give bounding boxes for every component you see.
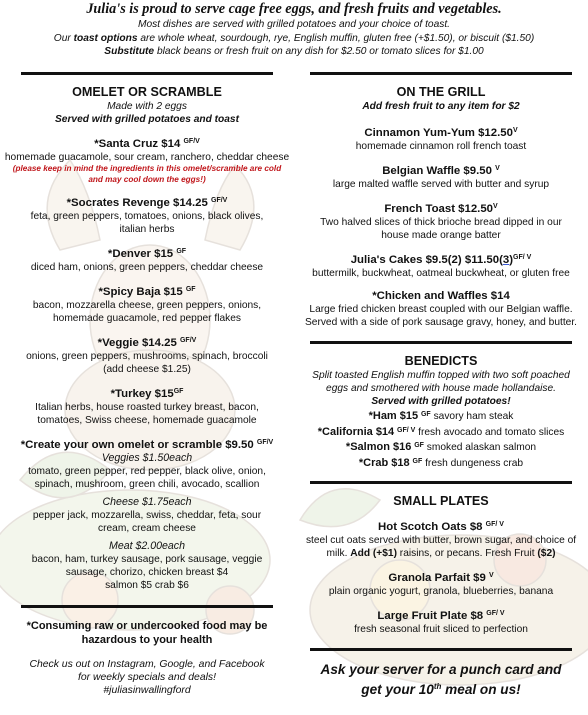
benedicts-sub-2: Served with grilled potatoes! bbox=[371, 396, 511, 407]
menu-item-desc: feta, green peppers, tomatoes, onions, black olives, italian herbs bbox=[30, 211, 264, 235]
left-column bbox=[4, 72, 290, 698]
menu-item-desc: onions, green peppers, mushrooms, spinach, broccoli (add cheese $1.25) bbox=[26, 351, 268, 375]
menu-item-title: Julia's Cakes $9.5(2) $\$11.50(3)^{GF/ V}$ bbox=[350, 254, 532, 266]
meat-desc: bacon, ham, turkey sausage, pork sausage, veggie sausage, chorizo, chicken breast $4 bbox=[31, 554, 263, 578]
omelet-section-title: OMELET OR SCRAMBLE bbox=[72, 85, 222, 99]
punch-card-promo: Ask your server for a punch card and get your 10th meal on us! bbox=[320, 662, 562, 697]
menu-item-title: *Santa Cruz $14 $^{GF/V}$ bbox=[94, 138, 200, 150]
header-line-3: Substitute black beans or fresh fruit on any dish for $2.50 or tomato slices for $1.00 bbox=[104, 46, 484, 57]
benedict-item: *Crab $18 $^{GF}$ fresh dungeness crab bbox=[358, 456, 524, 469]
menu-item-desc: buttermilk, buckwheat, oatmeal buckwheat, or gluten free bbox=[312, 268, 570, 279]
omelet-sub-1: Made with 2 eggs bbox=[107, 101, 187, 112]
header-line-2: Our toast options are whole wheat, sourdough, rye, English muffin, gluten free (+$1.50), or biscuit ($1.50) bbox=[53, 32, 535, 44]
divider bbox=[310, 481, 572, 484]
menu-item-desc: fresh seasonal fruit sliced to perfection bbox=[354, 624, 528, 635]
menu-item-desc: bacon, mozzarella cheese, green peppers, onions, homemade guacamole, red pepper flakes bbox=[32, 300, 262, 324]
menu-item-title: Large Fruit Plate $8 $^{GF/ V}$ bbox=[377, 610, 505, 622]
header-line-1: Most dishes are served with grilled potatoes and your choice of toast. bbox=[137, 19, 451, 30]
menu-item-title: French Toast $\$12.50^V$ bbox=[384, 203, 498, 215]
warning-note: (please keep in mind the ingredients in this omelet/scramble are cold and may cool down the eggs!) bbox=[12, 164, 282, 184]
menu-item-title: *Veggie $14.25 $^{GF/V}$ bbox=[97, 337, 197, 349]
menu-item-desc: Large fried chicken breast coupled with our Belgian waffle. Served with a side of pork sausage gravy, honey, and butter. bbox=[304, 304, 577, 328]
menu-item-title: Granola Parfait $9 $^V$ bbox=[388, 572, 494, 584]
omelet-sub-2: Served with grilled potatoes and toast bbox=[55, 114, 239, 125]
benedicts-section-title: BENEDICTS bbox=[404, 354, 478, 368]
tagline: Julia's is proud to serve cage free eggs, and fresh fruits and vegetables. bbox=[86, 1, 502, 17]
benedict-item: *Ham $15 $^{GF}$ savory ham steak bbox=[368, 410, 514, 422]
benedict-item: *California $14 $^{GF/ V}$ fresh avocado and tomato slices bbox=[317, 425, 565, 438]
social-promo: Check us out on Instagram, Google, and Facebook for weekly specials and deals! #juliasinwallingford bbox=[29, 659, 265, 697]
cheese-desc: pepper jack, mozzarella, swiss, cheddar, feta, sour cream, cream cheese bbox=[32, 510, 262, 534]
raw-food-notice: *Consuming raw or undercooked food may be hazardous to your health bbox=[26, 620, 268, 646]
grill-sub: Add fresh fruit to any item for $2 bbox=[362, 101, 520, 112]
menu-item-desc: diced ham, onions, green peppers, cheddar cheese bbox=[30, 262, 264, 273]
menu-item-title: *Chicken and Waffles $14 bbox=[372, 290, 510, 302]
menu-item-desc: Two halved slices of thick brioche bread dipped in our house made orange batter bbox=[320, 217, 562, 241]
menu-item-title: *Spicy Baja $15 $^{GF}$ bbox=[98, 286, 196, 298]
menu-item-desc: homemade cinnamon roll french toast bbox=[355, 141, 527, 152]
right-column bbox=[298, 72, 584, 698]
divider bbox=[310, 341, 572, 344]
menu-item-desc: large malted waffle served with butter and syrup bbox=[332, 179, 550, 190]
benedict-item: *Salmon $16 $^{GF}$ smoked alaskan salmon bbox=[345, 441, 537, 453]
menu-item-title: *Turkey $\$15^{GF}$ bbox=[110, 388, 184, 400]
divider bbox=[310, 648, 572, 651]
menu-item-desc: Italian herbs, house roasted turkey breast, bacon, tomatoes, Swiss cheese, homemade guacamole bbox=[35, 402, 259, 426]
divider bbox=[310, 72, 572, 75]
menu-item-title: Belgian Waffle $9.50 $^V$ bbox=[382, 165, 500, 177]
grill-section-title: ON THE GRILL bbox=[396, 85, 486, 99]
divider bbox=[21, 72, 273, 75]
menu-item-title: Cinnamon Yum-Yum $\$12.50^V$ bbox=[364, 127, 518, 139]
menu-item-desc: homemade guacamole, sour cream, ranchero, cheddar cheese bbox=[4, 152, 290, 163]
meat-head: Meat $2.00each bbox=[109, 540, 185, 552]
create-your-own-title: *Create your own omelet or scramble $9.50 $^{GF/V}$ bbox=[20, 439, 274, 451]
benedicts-sub: Split toasted English muffin topped with two soft poached eggs and smothered with house made hollandaise. bbox=[312, 370, 570, 394]
veggies-head: Veggies $1.50each bbox=[101, 452, 193, 464]
menu-item-title: Hot Scotch Oats $8 $^{GF/ V}$ bbox=[378, 521, 504, 533]
meat-desc-2: salmon $5 crab $6 bbox=[105, 580, 189, 591]
menu-item-title: *Denver $15 $^{GF}$ bbox=[107, 248, 187, 260]
menu-item-title: *Socrates Revenge $14.25 $^{GF/V}$ bbox=[66, 197, 228, 209]
veggies-desc: tomato, green pepper, red pepper, black olive, onion, spinach, mushroom, green chili, avocado, scallion bbox=[28, 466, 266, 490]
menu-header bbox=[0, 0, 588, 59]
divider bbox=[21, 605, 273, 608]
menu-item-desc: plain organic yogurt, granola, blueberries, banana bbox=[328, 586, 554, 597]
small-plates-title: SMALL PLATES bbox=[393, 494, 489, 508]
cheese-head: Cheese $1.75each bbox=[102, 496, 192, 508]
menu-item-desc: steel cut oats served with butter, brown sugar, and choice of milk. Add (+$1) raisins, or pecans. Fresh Fruit ($2) bbox=[305, 535, 577, 559]
